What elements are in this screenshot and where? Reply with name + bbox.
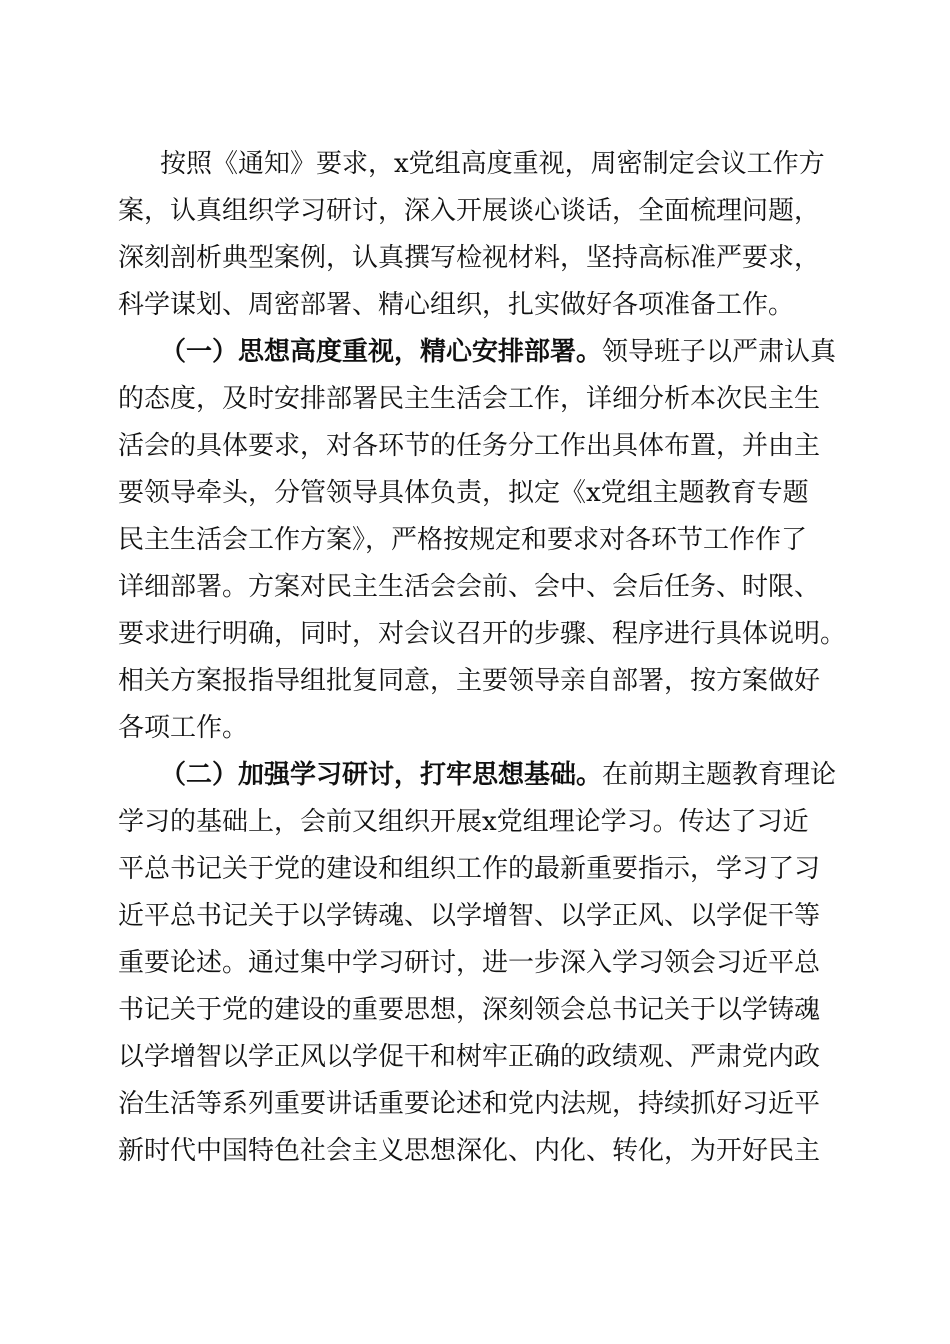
paragraph-2-line-8: 相关方案报指导组批复同意，主要领导亲自部署，按方案做好 bbox=[118, 666, 821, 696]
paragraph-1-line-3: 深刻剖析典型案例，认真撰写检视材料，坚持高标准严要求， bbox=[118, 243, 821, 273]
paragraph-2-line-6: 详细部署。方案对民主生活会会前、会中、会后任务、时限、 bbox=[118, 572, 821, 602]
paragraph-3-line-8: 治生活等系列重要讲话重要论述和党内法规，持续抓好习近平 bbox=[118, 1089, 821, 1119]
paragraph-3-line-3: 平总书记关于党的建设和组织工作的最新重要指示，学习了习 bbox=[118, 854, 821, 884]
paragraph-3-line-1-rest: 在前期主题教育理论 bbox=[602, 760, 837, 790]
paragraph-3-line-2: 学习的基础上，会前又组织开展x党组理论学习。传达了习近 bbox=[118, 807, 809, 837]
paragraph-1-line-2: 案，认真组织学习研讨，深入开展谈心谈话，全面梳理问题， bbox=[118, 196, 821, 226]
paragraph-1-line-4: 科学谋划、周密部署、精心组织，扎实做好各项准备工作。 bbox=[118, 290, 795, 320]
paragraph-2-line-5: 民主生活会工作方案》，严格按规定和要求对各环节工作作了 bbox=[118, 525, 808, 555]
paragraph-1-line-1: 按照《通知》要求，x党组高度重视，周密制定会议工作方 bbox=[160, 149, 825, 179]
paragraph-2-line-1-rest: 领导班子以严肃认真 bbox=[602, 337, 837, 367]
paragraph-3-line-5: 重要论述。通过集中学习研讨，进一步深入学习领会习近平总 bbox=[118, 948, 821, 978]
section-heading-2: （二）加强学习研讨，打牢思想基础。 bbox=[160, 760, 603, 790]
paragraph-3-line-6: 书记关于党的建设的重要思想，深刻领会总书记关于以学铸魂 bbox=[118, 995, 821, 1025]
paragraph-3-line-4: 近平总书记关于以学铸魂、以学增智、以学正风、以学促干等 bbox=[118, 901, 821, 931]
paragraph-2-line-7: 要求进行明确，同时，对会议召开的步骤、程序进行具体说明。 bbox=[118, 619, 847, 649]
paragraph-3-line-7: 以学增智以学正风以学促干和树牢正确的政绩观、严肃党内政 bbox=[118, 1042, 821, 1072]
paragraph-2-line-3: 活会的具体要求，对各环节的任务分工作出具体布置，并由主 bbox=[118, 431, 821, 461]
paragraph-3-line-9: 新时代中国特色社会主义思想深化、内化、转化，为开好民主 bbox=[118, 1136, 821, 1166]
paragraph-2-line-4: 要领导牵头，分管领导具体负责，拟定《x党组主题教育专题 bbox=[118, 478, 809, 508]
paragraph-2-line-2: 的态度，及时安排部署民主生活会工作，详细分析本次民主生 bbox=[118, 384, 821, 414]
paragraph-2-line-9: 各项工作。 bbox=[118, 713, 249, 743]
paragraph-2-line-1 bbox=[160, 334, 836, 370]
section-heading-1: （一）思想高度重视，精心安排部署。 bbox=[160, 337, 603, 367]
paragraph-3-line-1 bbox=[160, 757, 836, 793]
